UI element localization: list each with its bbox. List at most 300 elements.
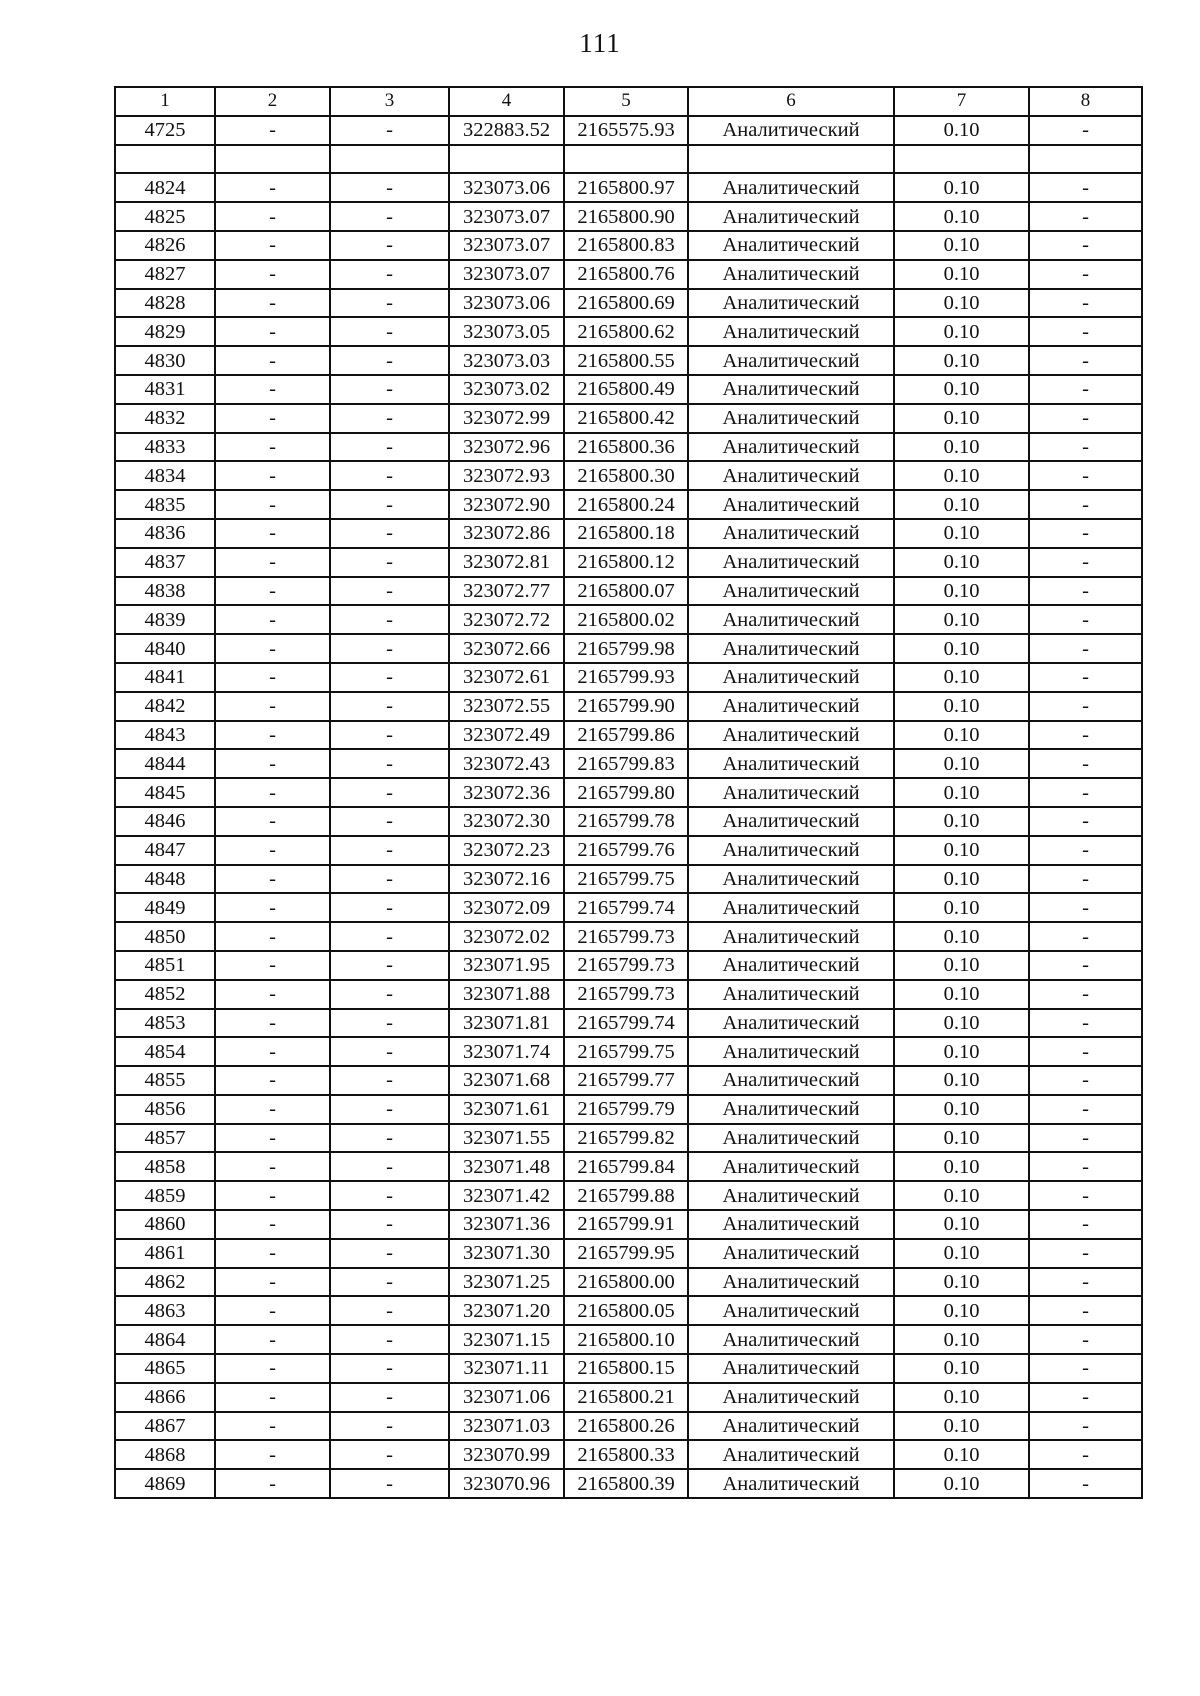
method-cell: Аналитический <box>688 1210 894 1239</box>
method-cell: Аналитический <box>688 749 894 778</box>
table-row <box>115 1152 1142 1181</box>
col-3-cell: - <box>330 519 449 548</box>
x-coordinate-cell: 323072.72 <box>449 605 564 634</box>
x-coordinate-cell: 323071.11 <box>449 1354 564 1383</box>
accuracy-cell: 0.10 <box>894 1469 1029 1498</box>
method-cell: Аналитический <box>688 1181 894 1210</box>
accuracy-cell: 0.10 <box>894 778 1029 807</box>
x-coordinate-cell: 323073.02 <box>449 375 564 404</box>
col-2-cell <box>215 145 330 174</box>
accuracy-cell: 0.10 <box>894 692 1029 721</box>
point-number-cell: 4860 <box>115 1210 215 1239</box>
table-row <box>115 173 1142 202</box>
col-3-cell: - <box>330 1440 449 1469</box>
col-8-cell: - <box>1029 1296 1142 1325</box>
col-8-cell: - <box>1029 721 1142 750</box>
accuracy-cell: 0.10 <box>894 721 1029 750</box>
y-coordinate-cell: 2165800.36 <box>564 433 688 462</box>
x-coordinate-cell: 323072.96 <box>449 433 564 462</box>
x-coordinate-cell: 323072.49 <box>449 721 564 750</box>
table-row <box>115 1009 1142 1038</box>
col-3-cell: - <box>330 202 449 231</box>
table-row <box>115 317 1142 346</box>
column-header: 7 <box>894 87 1029 116</box>
x-coordinate-cell: 323070.99 <box>449 1440 564 1469</box>
y-coordinate-cell: 2165800.97 <box>564 173 688 202</box>
point-number-cell: 4834 <box>115 461 215 490</box>
accuracy-cell: 0.10 <box>894 836 1029 865</box>
column-header: 3 <box>330 87 449 116</box>
col-3-cell: - <box>330 346 449 375</box>
x-coordinate-cell: 323071.48 <box>449 1152 564 1181</box>
col-3-cell: - <box>330 1037 449 1066</box>
col-2-cell: - <box>215 1037 330 1066</box>
point-number-cell: 4840 <box>115 634 215 663</box>
col-3-cell: - <box>330 375 449 404</box>
accuracy-cell: 0.10 <box>894 1412 1029 1441</box>
accuracy-cell: 0.10 <box>894 605 1029 634</box>
col-2-cell: - <box>215 433 330 462</box>
x-coordinate-cell: 323071.88 <box>449 980 564 1009</box>
col-3-cell: - <box>330 721 449 750</box>
table-row <box>115 1124 1142 1153</box>
col-8-cell: - <box>1029 260 1142 289</box>
method-cell: Аналитический <box>688 289 894 318</box>
method-cell: Аналитический <box>688 1412 894 1441</box>
column-header: 4 <box>449 87 564 116</box>
method-cell: Аналитический <box>688 692 894 721</box>
col-8-cell: - <box>1029 1095 1142 1124</box>
method-cell: Аналитический <box>688 1009 894 1038</box>
point-number-cell: 4832 <box>115 404 215 433</box>
col-8-cell: - <box>1029 951 1142 980</box>
point-number-cell: 4855 <box>115 1066 215 1095</box>
col-2-cell: - <box>215 692 330 721</box>
col-3-cell: - <box>330 1268 449 1297</box>
method-cell: Аналитический <box>688 778 894 807</box>
table-row <box>115 1469 1142 1498</box>
point-number-cell: 4831 <box>115 375 215 404</box>
point-number-cell: 4824 <box>115 173 215 202</box>
accuracy-cell: 0.10 <box>894 173 1029 202</box>
y-coordinate-cell: 2165800.76 <box>564 260 688 289</box>
x-coordinate-cell: 323072.81 <box>449 548 564 577</box>
col-3-cell: - <box>330 116 449 145</box>
column-header: 6 <box>688 87 894 116</box>
col-2-cell: - <box>215 1009 330 1038</box>
col-2-cell: - <box>215 116 330 145</box>
accuracy-cell: 0.10 <box>894 1440 1029 1469</box>
y-coordinate-cell: 2165799.93 <box>564 663 688 692</box>
point-number-cell: 4853 <box>115 1009 215 1038</box>
col-2-cell: - <box>215 1440 330 1469</box>
accuracy-cell: 0.10 <box>894 865 1029 894</box>
col-3-cell: - <box>330 634 449 663</box>
table-row <box>115 1268 1142 1297</box>
x-coordinate-cell: 323071.55 <box>449 1124 564 1153</box>
x-coordinate-cell: 323072.93 <box>449 461 564 490</box>
x-coordinate-cell: 323070.96 <box>449 1469 564 1498</box>
x-coordinate-cell: 323071.06 <box>449 1383 564 1412</box>
x-coordinate-cell: 323072.55 <box>449 692 564 721</box>
col-3-cell: - <box>330 922 449 951</box>
col-3-cell <box>330 145 449 174</box>
method-cell: Аналитический <box>688 231 894 260</box>
col-8-cell: - <box>1029 1009 1142 1038</box>
col-8-cell: - <box>1029 865 1142 894</box>
y-coordinate-cell: 2165799.78 <box>564 807 688 836</box>
col-3-cell: - <box>330 1354 449 1383</box>
point-number-cell: 4844 <box>115 749 215 778</box>
col-3-cell: - <box>330 1239 449 1268</box>
table-row <box>115 519 1142 548</box>
col-2-cell: - <box>215 1181 330 1210</box>
x-coordinate-cell: 323073.07 <box>449 231 564 260</box>
y-coordinate-cell: 2165799.82 <box>564 1124 688 1153</box>
method-cell: Аналитический <box>688 1239 894 1268</box>
col-2-cell: - <box>215 836 330 865</box>
col-8-cell: - <box>1029 778 1142 807</box>
col-2-cell: - <box>215 605 330 634</box>
table-row <box>115 1354 1142 1383</box>
table-row <box>115 202 1142 231</box>
x-coordinate-cell: 323071.42 <box>449 1181 564 1210</box>
col-2-cell: - <box>215 375 330 404</box>
method-cell: Аналитический <box>688 202 894 231</box>
x-coordinate-cell: 323071.61 <box>449 1095 564 1124</box>
x-coordinate-cell: 323071.74 <box>449 1037 564 1066</box>
accuracy-cell: 0.10 <box>894 1296 1029 1325</box>
accuracy-cell: 0.10 <box>894 317 1029 346</box>
header-row <box>115 87 1142 116</box>
col-2-cell: - <box>215 289 330 318</box>
col-8-cell: - <box>1029 490 1142 519</box>
col-3-cell: - <box>330 1412 449 1441</box>
col-2-cell: - <box>215 749 330 778</box>
x-coordinate-cell: 323071.03 <box>449 1412 564 1441</box>
accuracy-cell: 0.10 <box>894 346 1029 375</box>
table-row <box>115 346 1142 375</box>
point-number-cell: 4837 <box>115 548 215 577</box>
col-8-cell: - <box>1029 433 1142 462</box>
col-2-cell: - <box>215 1383 330 1412</box>
point-number-cell: 4826 <box>115 231 215 260</box>
x-coordinate-cell: 323072.66 <box>449 634 564 663</box>
col-8-cell: - <box>1029 749 1142 778</box>
col-8-cell: - <box>1029 1239 1142 1268</box>
accuracy-cell: 0.10 <box>894 1037 1029 1066</box>
point-number-cell: 4867 <box>115 1412 215 1441</box>
table-row <box>115 1181 1142 1210</box>
col-8-cell: - <box>1029 1210 1142 1239</box>
col-2-cell: - <box>215 260 330 289</box>
col-3-cell: - <box>330 433 449 462</box>
col-3-cell: - <box>330 231 449 260</box>
method-cell: Аналитический <box>688 605 894 634</box>
col-2-cell: - <box>215 1268 330 1297</box>
col-3-cell: - <box>330 1325 449 1354</box>
point-number-cell: 4861 <box>115 1239 215 1268</box>
method-cell: Аналитический <box>688 807 894 836</box>
col-8-cell: - <box>1029 231 1142 260</box>
col-2-cell: - <box>215 231 330 260</box>
col-8-cell: - <box>1029 893 1142 922</box>
method-cell: Аналитический <box>688 663 894 692</box>
col-3-cell: - <box>330 1383 449 1412</box>
y-coordinate-cell: 2165800.39 <box>564 1469 688 1498</box>
table-row <box>115 634 1142 663</box>
col-3-cell: - <box>330 865 449 894</box>
col-2-cell: - <box>215 1152 330 1181</box>
table-row <box>115 865 1142 894</box>
table-row <box>115 577 1142 606</box>
accuracy-cell: 0.10 <box>894 1268 1029 1297</box>
point-number-cell: 4825 <box>115 202 215 231</box>
point-number-cell: 4843 <box>115 721 215 750</box>
col-2-cell: - <box>215 1066 330 1095</box>
col-3-cell: - <box>330 490 449 519</box>
col-3-cell: - <box>330 577 449 606</box>
column-header: 8 <box>1029 87 1142 116</box>
col-8-cell: - <box>1029 1469 1142 1498</box>
x-coordinate-cell: 323072.61 <box>449 663 564 692</box>
col-8-cell: - <box>1029 1412 1142 1441</box>
y-coordinate-cell: 2165800.10 <box>564 1325 688 1354</box>
col-2-cell: - <box>215 1354 330 1383</box>
method-cell: Аналитический <box>688 173 894 202</box>
column-header: 5 <box>564 87 688 116</box>
y-coordinate-cell: 2165799.76 <box>564 836 688 865</box>
col-3-cell: - <box>330 1296 449 1325</box>
point-number-cell: 4836 <box>115 519 215 548</box>
table-row <box>115 1095 1142 1124</box>
col-8-cell: - <box>1029 836 1142 865</box>
col-2-cell: - <box>215 519 330 548</box>
col-2-cell: - <box>215 461 330 490</box>
col-8-cell: - <box>1029 346 1142 375</box>
col-8-cell: - <box>1029 1268 1142 1297</box>
y-coordinate-cell: 2165799.73 <box>564 951 688 980</box>
x-coordinate-cell: 323071.95 <box>449 951 564 980</box>
method-cell: Аналитический <box>688 951 894 980</box>
point-number-cell: 4863 <box>115 1296 215 1325</box>
point-number-cell: 4848 <box>115 865 215 894</box>
table-row <box>115 980 1142 1009</box>
accuracy-cell: 0.10 <box>894 1066 1029 1095</box>
col-3-cell: - <box>330 749 449 778</box>
col-3-cell: - <box>330 1095 449 1124</box>
col-3-cell: - <box>330 1469 449 1498</box>
col-2-cell: - <box>215 663 330 692</box>
method-cell: Аналитический <box>688 519 894 548</box>
y-coordinate-cell: 2165800.55 <box>564 346 688 375</box>
x-coordinate-cell: 323072.16 <box>449 865 564 894</box>
col-3-cell: - <box>330 1181 449 1210</box>
method-cell: Аналитический <box>688 721 894 750</box>
table-row <box>115 836 1142 865</box>
accuracy-cell: 0.10 <box>894 461 1029 490</box>
point-number-cell: 4846 <box>115 807 215 836</box>
x-coordinate-cell: 323071.81 <box>449 1009 564 1038</box>
x-coordinate-cell: 323073.06 <box>449 289 564 318</box>
method-cell: Аналитический <box>688 865 894 894</box>
point-number-cell: 4868 <box>115 1440 215 1469</box>
method-cell: Аналитический <box>688 404 894 433</box>
y-coordinate-cell: 2165800.90 <box>564 202 688 231</box>
table-row <box>115 1296 1142 1325</box>
table-row <box>115 807 1142 836</box>
x-coordinate-cell: 323073.07 <box>449 260 564 289</box>
x-coordinate-cell: 323072.23 <box>449 836 564 865</box>
col-8-cell: - <box>1029 922 1142 951</box>
point-number-cell: 4854 <box>115 1037 215 1066</box>
point-number-cell: 4852 <box>115 980 215 1009</box>
accuracy-cell: 0.10 <box>894 202 1029 231</box>
col-2-cell: - <box>215 1095 330 1124</box>
accuracy-cell: 0.10 <box>894 1181 1029 1210</box>
y-coordinate-cell: 2165799.74 <box>564 1009 688 1038</box>
col-2-cell: - <box>215 404 330 433</box>
col-8-cell: - <box>1029 577 1142 606</box>
method-cell: Аналитический <box>688 1383 894 1412</box>
x-coordinate-cell: 323071.30 <box>449 1239 564 1268</box>
x-coordinate-cell: 323072.02 <box>449 922 564 951</box>
accuracy-cell: 0.10 <box>894 433 1029 462</box>
x-coordinate-cell: 323073.03 <box>449 346 564 375</box>
x-coordinate-cell: 323071.20 <box>449 1296 564 1325</box>
col-8-cell: - <box>1029 289 1142 318</box>
table-row <box>115 404 1142 433</box>
y-coordinate-cell: 2165800.26 <box>564 1412 688 1441</box>
table-row <box>115 116 1142 145</box>
col-8-cell: - <box>1029 404 1142 433</box>
y-coordinate-cell: 2165800.33 <box>564 1440 688 1469</box>
point-number-cell: 4830 <box>115 346 215 375</box>
col-3-cell: - <box>330 289 449 318</box>
col-8-cell: - <box>1029 807 1142 836</box>
col-3-cell: - <box>330 836 449 865</box>
y-coordinate-cell: 2165799.88 <box>564 1181 688 1210</box>
method-cell: Аналитический <box>688 1296 894 1325</box>
x-coordinate-cell: 322883.52 <box>449 116 564 145</box>
col-8-cell: - <box>1029 1181 1142 1210</box>
col-3-cell: - <box>330 548 449 577</box>
point-number-cell: 4833 <box>115 433 215 462</box>
col-8-cell: - <box>1029 548 1142 577</box>
col-8-cell: - <box>1029 1383 1142 1412</box>
x-coordinate-cell: 323071.36 <box>449 1210 564 1239</box>
col-3-cell: - <box>330 173 449 202</box>
method-cell: Аналитический <box>688 1440 894 1469</box>
col-8-cell: - <box>1029 980 1142 1009</box>
col-8-cell: - <box>1029 1354 1142 1383</box>
col-8-cell: - <box>1029 663 1142 692</box>
point-number-cell: 4865 <box>115 1354 215 1383</box>
point-number-cell: 4862 <box>115 1268 215 1297</box>
accuracy-cell: 0.10 <box>894 116 1029 145</box>
table-row <box>115 692 1142 721</box>
col-3-cell: - <box>330 1124 449 1153</box>
y-coordinate-cell: 2165800.15 <box>564 1354 688 1383</box>
accuracy-cell: 0.10 <box>894 1124 1029 1153</box>
point-number-cell: 4850 <box>115 922 215 951</box>
method-cell: Аналитический <box>688 490 894 519</box>
method-cell: Аналитический <box>688 1152 894 1181</box>
method-cell: Аналитический <box>688 433 894 462</box>
point-number-cell: 4835 <box>115 490 215 519</box>
col-3-cell: - <box>330 1066 449 1095</box>
table-row <box>115 289 1142 318</box>
accuracy-cell: 0.10 <box>894 289 1029 318</box>
method-cell: Аналитический <box>688 577 894 606</box>
col-8-cell: - <box>1029 317 1142 346</box>
y-coordinate-cell <box>564 145 688 174</box>
y-coordinate-cell: 2165800.07 <box>564 577 688 606</box>
col-3-cell: - <box>330 778 449 807</box>
col-8-cell: - <box>1029 1440 1142 1469</box>
col-3-cell: - <box>330 260 449 289</box>
accuracy-cell: 0.10 <box>894 519 1029 548</box>
col-2-cell: - <box>215 807 330 836</box>
point-number-cell: 4841 <box>115 663 215 692</box>
y-coordinate-cell: 2165799.75 <box>564 865 688 894</box>
col-2-cell: - <box>215 778 330 807</box>
point-number-cell: 4858 <box>115 1152 215 1181</box>
col-3-cell: - <box>330 1210 449 1239</box>
col-8-cell: - <box>1029 375 1142 404</box>
x-coordinate-cell: 323071.15 <box>449 1325 564 1354</box>
x-coordinate-cell: 323072.30 <box>449 807 564 836</box>
y-coordinate-cell: 2165800.42 <box>564 404 688 433</box>
point-number-cell: 4847 <box>115 836 215 865</box>
accuracy-cell: 0.10 <box>894 634 1029 663</box>
table-row <box>115 1412 1142 1441</box>
accuracy-cell: 0.10 <box>894 807 1029 836</box>
y-coordinate-cell: 2165799.73 <box>564 980 688 1009</box>
accuracy-cell: 0.10 <box>894 490 1029 519</box>
point-number-cell: 4838 <box>115 577 215 606</box>
y-coordinate-cell: 2165799.74 <box>564 893 688 922</box>
table-row <box>115 893 1142 922</box>
table-row <box>115 922 1142 951</box>
table-row <box>115 145 1142 174</box>
col-8-cell: - <box>1029 1152 1142 1181</box>
y-coordinate-cell: 2165799.77 <box>564 1066 688 1095</box>
col-3-cell: - <box>330 1009 449 1038</box>
y-coordinate-cell: 2165799.84 <box>564 1152 688 1181</box>
col-2-cell: - <box>215 317 330 346</box>
col-8-cell: - <box>1029 1037 1142 1066</box>
method-cell: Аналитический <box>688 116 894 145</box>
x-coordinate-cell <box>449 145 564 174</box>
accuracy-cell: 0.10 <box>894 548 1029 577</box>
y-coordinate-cell: 2165799.95 <box>564 1239 688 1268</box>
col-2-cell: - <box>215 548 330 577</box>
accuracy-cell: 0.10 <box>894 980 1029 1009</box>
col-8-cell: - <box>1029 202 1142 231</box>
method-cell: Аналитический <box>688 260 894 289</box>
x-coordinate-cell: 323072.99 <box>449 404 564 433</box>
method-cell: Аналитический <box>688 980 894 1009</box>
table-row <box>115 231 1142 260</box>
x-coordinate-cell: 323072.36 <box>449 778 564 807</box>
col-2-cell: - <box>215 1124 330 1153</box>
point-number-cell: 4849 <box>115 893 215 922</box>
accuracy-cell: 0.10 <box>894 922 1029 951</box>
col-8-cell: - <box>1029 692 1142 721</box>
col-2-cell: - <box>215 1412 330 1441</box>
col-8-cell: - <box>1029 1066 1142 1095</box>
